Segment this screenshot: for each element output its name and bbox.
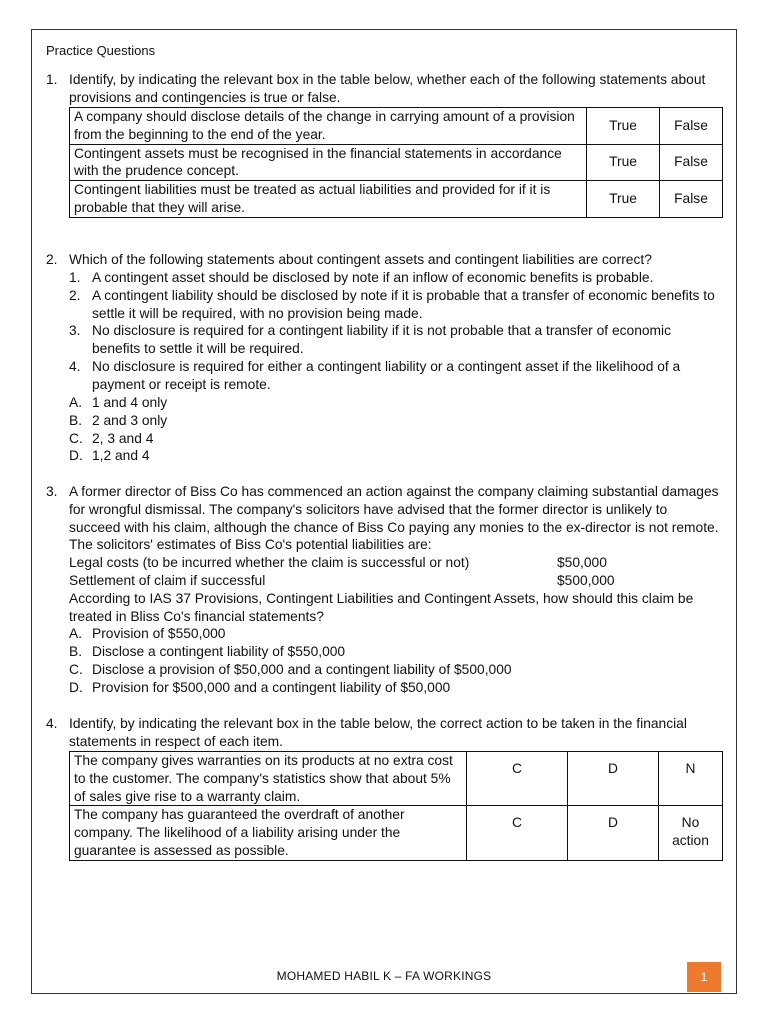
option-c-cell[interactable]: C xyxy=(467,806,568,860)
table-row xyxy=(70,181,723,218)
cost-amount-settlement: $500,000 xyxy=(557,573,615,588)
table-row xyxy=(70,108,723,145)
option-text: Disclose a provision of $50,000 and a contingent liability of $500,000 xyxy=(92,662,512,677)
question-text: Identify, by indicating the relevant box in the table below, the correct action to be taken in the financial statements in respect of each item. xyxy=(69,716,687,749)
option-c-cell[interactable]: C xyxy=(467,752,568,806)
option-text: 2, 3 and 4 xyxy=(92,431,154,446)
page-number-badge: 1 xyxy=(687,962,721,992)
page-heading: Practice Questions xyxy=(46,43,156,58)
statement-number: 2. xyxy=(69,288,81,303)
cost-amount-legal: $50,000 xyxy=(557,555,607,570)
cost-item-legal xyxy=(69,554,469,572)
option-letter: A. xyxy=(69,626,83,641)
option-text: Provision for $500,000 and a contingent liability of $50,000 xyxy=(92,680,451,695)
statement-cell: The company gives warranties on its products at no extra cost to the customer. The company's statistics show that about 5% of sales give rise to a warranty claim. xyxy=(70,752,467,806)
table-row xyxy=(70,144,723,181)
true-option[interactable]: True xyxy=(587,108,660,145)
question-number: 3. xyxy=(46,484,58,499)
true-option[interactable]: True xyxy=(587,181,660,218)
option-letter: B. xyxy=(69,644,83,659)
true-option[interactable]: True xyxy=(587,144,660,181)
statement-text: A contingent liability should be disclosed by note if it is probable that a transfer of economic benefits to settle it will be required, with no provision being made. xyxy=(92,288,715,321)
false-option[interactable]: False xyxy=(660,181,723,218)
option-letter: D. xyxy=(69,680,83,695)
option-letter: A. xyxy=(69,395,83,410)
question-text: Which of the following statements about contingent assets and contingent liabilities are correct? xyxy=(69,252,652,267)
option-text: 1,2 and 4 xyxy=(92,448,150,463)
option-letter: D. xyxy=(69,448,83,463)
question-text: Identify, by indicating the relevant box in the table below, whether each of the following statements about provisions and contingencies is true or false. xyxy=(69,72,706,105)
false-option[interactable]: False xyxy=(660,144,723,181)
table-row xyxy=(70,752,723,806)
statement-cell: Contingent liabilities must be treated as actual liabilities and provided for if it is probable that they will arise. xyxy=(70,181,587,218)
true-false-table xyxy=(69,107,723,218)
no-action-cell[interactable]: No action xyxy=(659,806,723,860)
statement-number: 4. xyxy=(69,359,81,374)
question-number: 4. xyxy=(46,716,58,731)
option-letter: C. xyxy=(69,431,83,446)
option-letter: B. xyxy=(69,413,83,428)
cost-label: Legal costs (to be incurred whether the claim is successful or not) xyxy=(69,555,470,570)
option-text: Provision of $550,000 xyxy=(92,626,226,641)
question-text: A former director of Biss Co has commenced an action against the company claiming substantial damages for wrongful dismissal. The company's solicitors have advised that the former director is unlikely to succeed with his claim, although the chance of Biss Co paying any monies to the ex-director is not remote. The solicitors' estimates of Biss Co's potential liabilities are: xyxy=(69,484,719,553)
question-number: 2. xyxy=(46,252,58,267)
option-n-cell[interactable]: N xyxy=(659,752,723,806)
table-row xyxy=(70,806,723,860)
statement-text: A contingent asset should be disclosed by note if an inflow of economic benefits is probable. xyxy=(92,270,654,285)
false-option[interactable]: False xyxy=(660,108,723,145)
question-number: 1. xyxy=(46,72,58,87)
option-text: 2 and 3 only xyxy=(92,413,168,428)
statement-number: 3. xyxy=(69,323,81,338)
cost-item-settlement xyxy=(69,572,265,590)
statement-number: 1. xyxy=(69,270,81,285)
page-footer: MOHAMED HABIL K – FA WORKINGS xyxy=(276,969,492,983)
option-text: 1 and 4 only xyxy=(92,395,168,410)
cost-label: Settlement of claim if successful xyxy=(69,573,266,588)
option-letter: C. xyxy=(69,662,83,677)
question-prompt: According to IAS 37 Provisions, Contingent Liabilities and Contingent Assets, how should this claim be treated in Bliss Co's financial statements? xyxy=(69,591,694,624)
statement-text: No disclosure is required for a contingent liability if it is not probable that a transfer of economic benefits to settle it will be required. xyxy=(92,323,671,356)
statement-cell: Contingent assets must be recognised in the financial statements in accordance with the prudence concept. xyxy=(70,144,587,181)
statement-cell: The company has guaranteed the overdraft of another company. The likelihood of a liability arising under the guarantee is assessed as possible. xyxy=(70,806,467,860)
action-table xyxy=(69,751,723,861)
statement-cell: A company should disclose details of the change in carrying amount of a provision from the beginning to the end of the year. xyxy=(70,108,587,145)
option-text: Disclose a contingent liability of $550,000 xyxy=(92,644,346,659)
option-d-cell[interactable]: D xyxy=(568,752,659,806)
statement-text: No disclosure is required for either a contingent liability or a contingent asset if the likelihood of a payment or receipt is remote. xyxy=(92,359,681,392)
option-d-cell[interactable]: D xyxy=(568,806,659,860)
